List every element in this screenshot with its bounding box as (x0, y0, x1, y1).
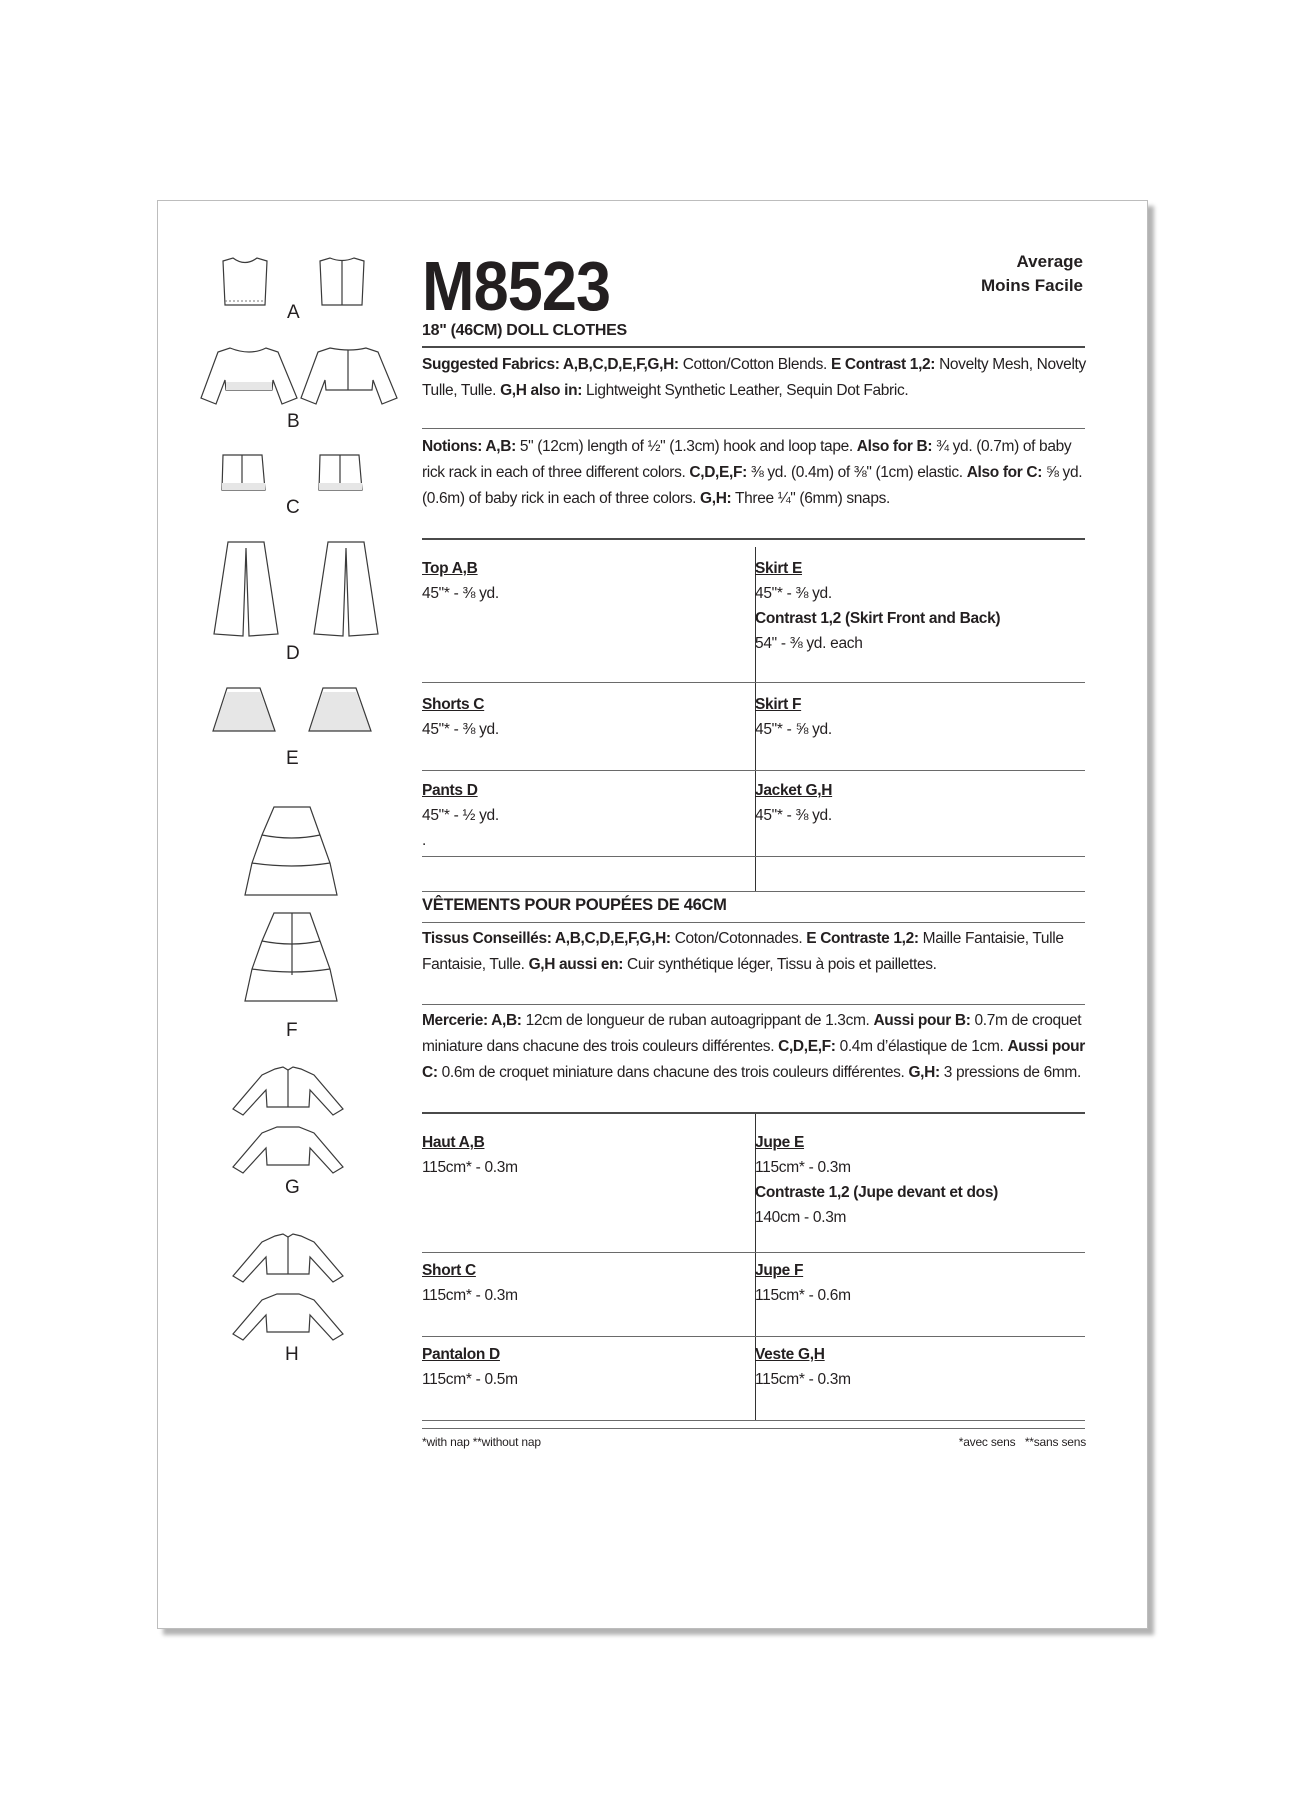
view-f-illustration (244, 805, 344, 1010)
label-bold: E Contraste 1,2: (806, 930, 919, 947)
label-text: Three ¼" (6mm) snaps. (731, 490, 890, 507)
divider (422, 1420, 1085, 1421)
label-bold: Also for B: (856, 438, 933, 455)
label-text: Cuir synthétique léger, Tissu à pois et paillettes. (623, 956, 937, 973)
view-letter: F (286, 1020, 298, 1041)
yardage-value: 54" - ⅜ yd. each (755, 635, 863, 652)
yardage-subheading: Contrast 1,2 (Skirt Front and Back) (755, 610, 1001, 627)
divider (422, 1004, 1085, 1005)
yardage-value: 45"* - ½ yd. (422, 807, 499, 824)
yardage-value: 45"* - ⅜ yd. (422, 585, 499, 602)
notions-fr (422, 1008, 1087, 1086)
yardage-heading: Haut A,B (422, 1134, 485, 1151)
label-bold: E Contrast 1,2: (830, 356, 936, 373)
yardage-value: 115cm* - 0.6m (755, 1287, 851, 1304)
yardage-cell (422, 692, 499, 742)
yardage-value: 45"* - ⅜ yd. (422, 721, 499, 738)
yardage-heading: Skirt F (755, 696, 802, 713)
yardage-value: 45"* - ⅜ yd. (755, 585, 832, 602)
title-en: 18" (46CM) DOLL CLOTHES (422, 322, 627, 339)
view-c-illustration (220, 453, 380, 495)
yardage-heading: Top A,B (422, 560, 478, 577)
divider (422, 1112, 1085, 1114)
label-text: 0.7m de croquet miniature dans chacune des trois couleurs différentes. (422, 1012, 1082, 1055)
divider (422, 346, 1085, 348)
yardage-heading: Shorts C (422, 696, 485, 713)
yardage-value: . (422, 832, 427, 849)
divider (422, 538, 1085, 540)
label-text: 5" (12cm) length of ½" (1.3cm) hook and loop tape. (515, 438, 857, 455)
footnote-fr: *avec sens **sans sens (958, 1435, 1086, 1449)
view-a-illustration (215, 255, 385, 315)
divider (422, 856, 1085, 857)
label-bold: G,H also in: (500, 382, 583, 399)
notions-en (422, 434, 1087, 512)
yardage-cell (422, 556, 499, 606)
label-text: Maille Fantaisie, Tulle Fantaisie, Tulle. (422, 930, 1064, 973)
yardage-cell (755, 692, 832, 742)
view-g-illustration (240, 1065, 350, 1170)
yardage-cell (422, 1130, 518, 1180)
yardage-heading: Pants D (422, 782, 478, 799)
yardage-value: 45"* - ⅜ yd. (755, 807, 832, 824)
yardage-value: 115cm* - 0.3m (755, 1371, 851, 1388)
label-text: 12cm de longueur de ruban autoagrippant de 1.3cm. (521, 1012, 874, 1029)
label-text: Novelty Mesh, Novelty Tulle, Tulle. (422, 356, 1086, 399)
divider (422, 1428, 1085, 1429)
difficulty-level (981, 250, 1083, 298)
yardage-value: 115cm* - 0.3m (422, 1287, 518, 1304)
view-b-illustration (200, 340, 400, 415)
label-bold: Also for C: (966, 464, 1043, 481)
yardage-cell (422, 1342, 518, 1392)
divider (422, 1252, 1085, 1253)
label-bold: G,H: (700, 490, 732, 507)
label-bold: Aussi pour C: (422, 1038, 1085, 1081)
suggested-fabrics-fr (422, 926, 1087, 978)
label-text: 0.4m d’élastique de 1cm. (835, 1038, 1008, 1055)
label-bold: C,D,E,F: (778, 1038, 836, 1055)
label-text: ⅜ yd. (0.4m) of ⅜" (1cm) elastic. (746, 464, 967, 481)
view-letter: G (285, 1177, 300, 1198)
label-bold: C,D,E,F: (689, 464, 747, 481)
label-bold: Mercerie: A,B: (422, 1012, 522, 1029)
yardage-cell (422, 778, 499, 853)
view-letter: A (287, 302, 300, 323)
yardage-value: 115cm* - 0.3m (755, 1159, 851, 1176)
view-letter: C (286, 497, 300, 518)
view-letter: D (286, 643, 300, 664)
label-bold: Suggested Fabrics: A,B,C,D,E,F,G,H: (422, 356, 679, 373)
divider (422, 682, 1085, 683)
yardage-heading: Skirt E (755, 560, 803, 577)
suggested-fabrics-en (422, 352, 1087, 404)
yardage-cell (755, 556, 1000, 656)
yardage-value: 140cm - 0.3m (755, 1209, 847, 1226)
divider (422, 1336, 1085, 1337)
view-h-illustration (240, 1232, 350, 1337)
view-e-illustration (210, 686, 385, 736)
view-letter: H (285, 1344, 299, 1365)
yardage-cell (755, 1258, 851, 1308)
label-bold: Notions: A,B: (422, 438, 516, 455)
label-text: Coton/Cotonnades. (670, 930, 807, 947)
yardage-heading: Jacket G,H (755, 782, 833, 799)
yardage-cell (755, 1342, 851, 1392)
yardage-value: 115cm* - 0.5m (422, 1371, 518, 1388)
difficulty-en: Average (1016, 252, 1083, 271)
yardage-subheading: Contraste 1,2 (Jupe devant et dos) (755, 1184, 999, 1201)
pattern-number: M8523 (422, 247, 611, 325)
label-text: 3 pressions de 6mm. (939, 1064, 1081, 1081)
footnote-en: *with nap **without nap (422, 1435, 541, 1449)
view-d-illustration (206, 540, 386, 640)
yardage-heading: Jupe E (755, 1134, 805, 1151)
view-letter: B (287, 411, 300, 432)
yardage-cell (422, 1258, 518, 1308)
label-text: ¾ yd. (0.7m) of baby rick rack in each of three different colors. (422, 438, 1072, 481)
view-letter: E (286, 748, 299, 769)
title-fr: VÊTEMENTS POUR POUPÉES DE 46CM (422, 896, 727, 914)
divider (422, 770, 1085, 771)
label-bold: Aussi pour B: (873, 1012, 971, 1029)
label-text: Lightweight Synthetic Leather, Sequin Dot Fabric. (582, 382, 909, 399)
label-bold: G,H aussi en: (528, 956, 624, 973)
label-text: Cotton/Cotton Blends. (678, 356, 831, 373)
divider (422, 922, 1085, 923)
yardage-value: 115cm* - 0.3m (422, 1159, 518, 1176)
difficulty-fr: Moins Facile (980, 276, 1083, 295)
yardage-heading: Short C (422, 1262, 476, 1279)
label-text: ⅝ yd. (0.6m) of baby rick in each of three colors. (422, 464, 1083, 507)
divider (422, 428, 1085, 429)
yardage-cell (755, 1130, 998, 1230)
yardage-heading: Pantalon D (422, 1346, 500, 1363)
yardage-heading: Jupe F (755, 1262, 804, 1279)
yardage-value: 45"* - ⅝ yd. (755, 721, 832, 738)
label-bold: G,H: (908, 1064, 940, 1081)
yardage-cell (755, 778, 832, 828)
divider (422, 891, 1085, 892)
yardage-heading: Veste G,H (755, 1346, 825, 1363)
label-text: 0.6m de croquet miniature dans chacune des trois couleurs différentes. (437, 1064, 909, 1081)
label-bold: Tissus Conseillés: A,B,C,D,E,F,G,H: (422, 930, 671, 947)
